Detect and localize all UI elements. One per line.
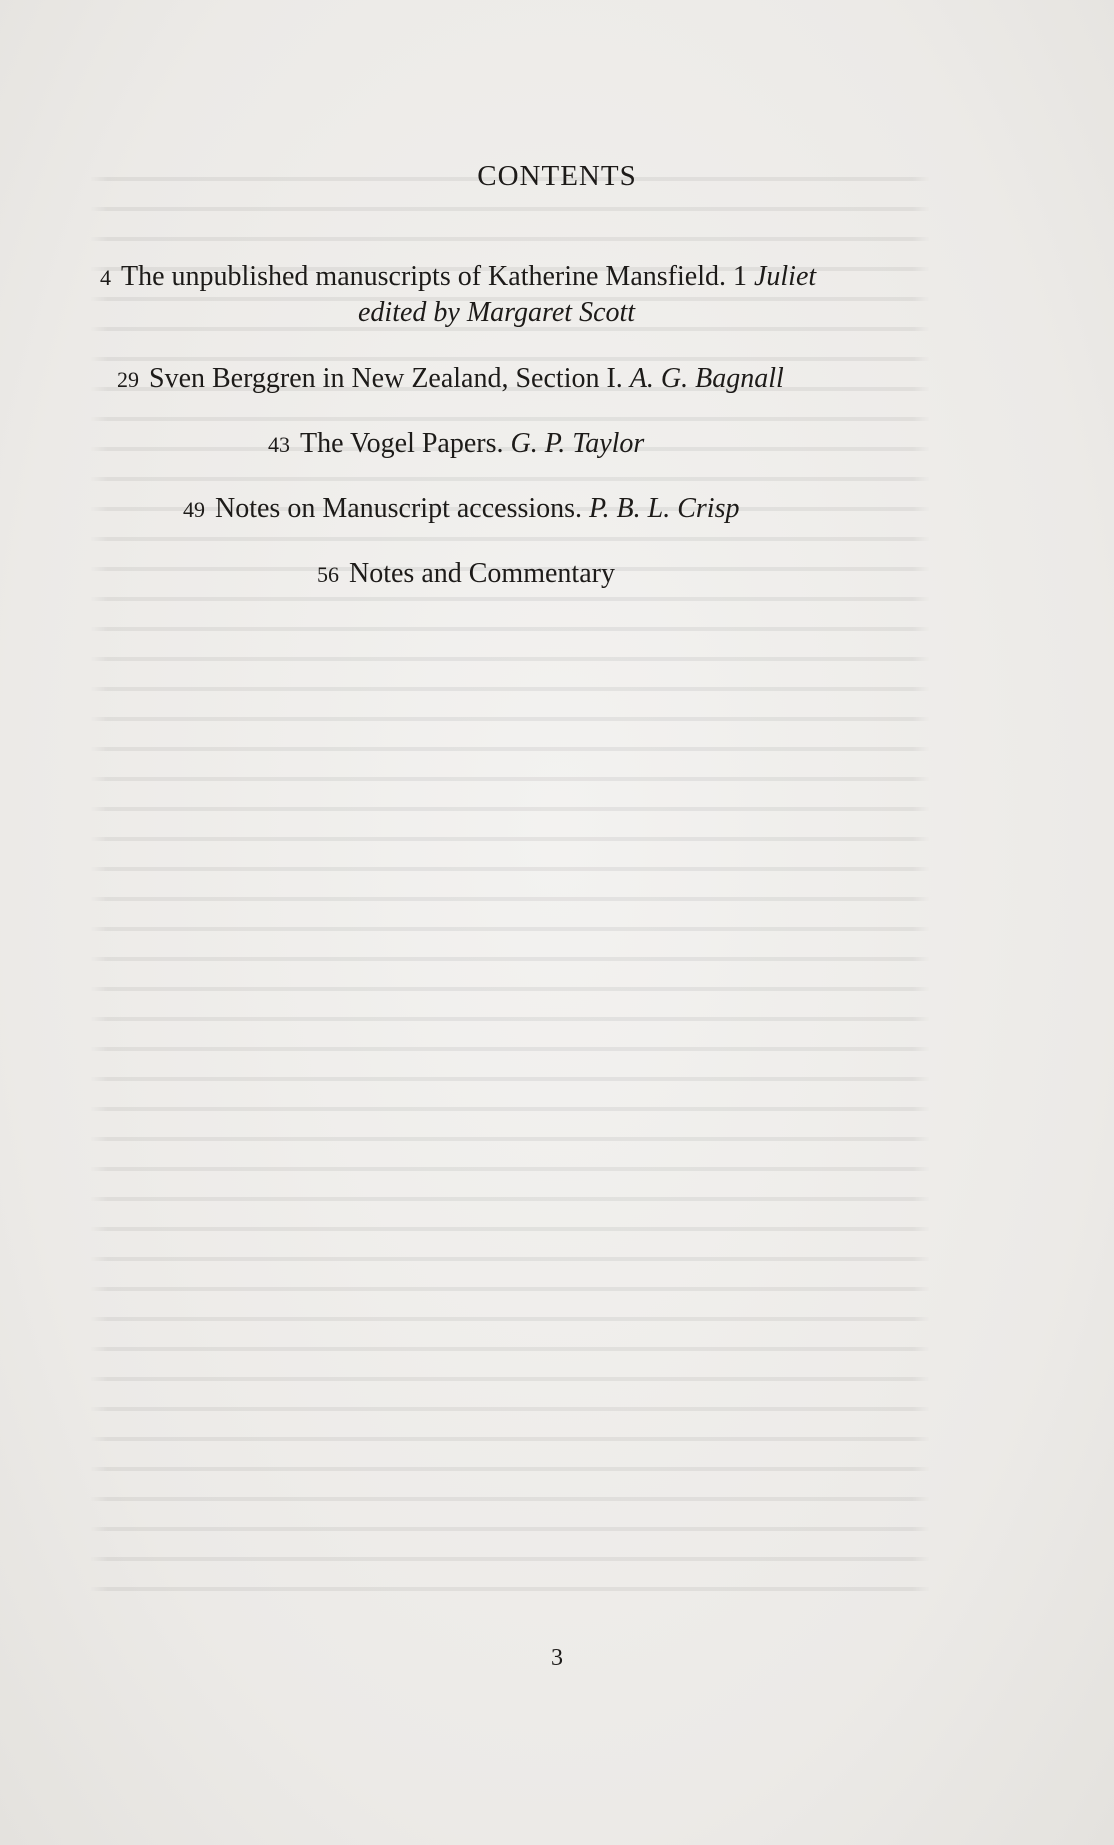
toc-entry bbox=[100, 261, 816, 293]
toc-title: Notes on Manuscript accessions. bbox=[215, 493, 583, 524]
toc-author: G. P. Taylor bbox=[510, 428, 645, 459]
toc-title: The unpublished manuscripts of Katherine Mansfield. 1 bbox=[121, 261, 747, 292]
toc-page-number: 29 bbox=[117, 367, 139, 392]
contents-heading: CONTENTS bbox=[477, 160, 637, 192]
toc-entry bbox=[117, 363, 784, 395]
toc-title: Sven Berggren in New Zealand, Section I. bbox=[149, 363, 623, 394]
toc-page-number: 56 bbox=[317, 562, 339, 587]
page-number: 3 bbox=[551, 1645, 563, 1671]
toc-author: P. B. L. Crisp bbox=[589, 493, 740, 524]
toc-page-number: 43 bbox=[268, 432, 290, 457]
toc-page-number: 49 bbox=[183, 497, 205, 522]
toc-page-number: 4 bbox=[100, 265, 111, 290]
toc-entry bbox=[317, 558, 615, 590]
toc-title: The Vogel Papers. bbox=[300, 428, 504, 459]
toc-author: A. G. Bagnall bbox=[629, 363, 784, 394]
toc-entry bbox=[183, 493, 739, 525]
toc-entry bbox=[268, 428, 644, 460]
toc-editor-line: edited by Margaret Scott bbox=[358, 297, 636, 328]
toc-author: Juliet bbox=[753, 261, 817, 292]
toc-title: Notes and Commentary bbox=[349, 558, 615, 589]
